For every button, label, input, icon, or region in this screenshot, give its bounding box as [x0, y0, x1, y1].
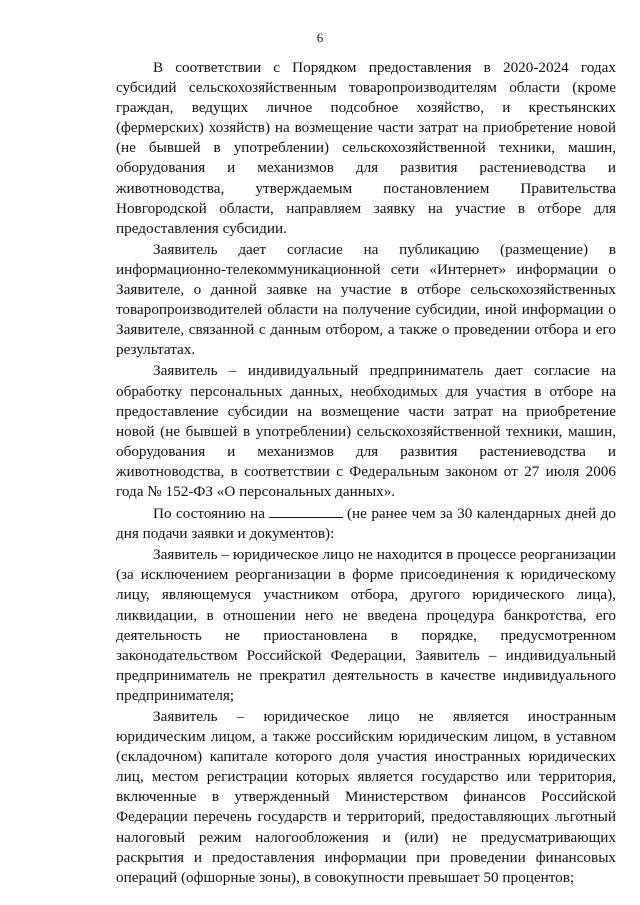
paragraph-publication-consent: Заявитель дает согласие на публикацию (размещение) в информационно-телекоммуникационной сети «Интернет» информации о Заявителе, о данной заявке на участие в отборе сельскохозяйственных товаропроизводителей области на получение субсидии, иной информации о Заявителе, связанной с данным отбором, а также о проведении отбора и его результатах.: [116, 240, 616, 359]
page-number: 6: [316, 30, 324, 45]
paragraph-reorganization-status: Заявитель – юридическое лицо не находится в процессе реорганизации (за исключением реорганизации в форме присоединения к юридическому лицу, являющемуся участником отбора, другого юридического лица), ликвидации, в отношении него не введена процедура банкротства, его деятельность не приостановлена в порядке, предусмотренном законодательством Российской Федерации, Заявитель – индивидуальный предприниматель не прекратил деятельность в качестве индивидуального предпринимателя;: [116, 546, 616, 704]
paragraph-personal-data-consent: Заявитель – индивидуальный предприниматель дает согласие на обработку персональных данных, необходимых для участия в отборе на предоставление субсидии на возмещение части затрат на приобретение новой (не бывшей в употреблении) сельскохозяйственной техники, машин, оборудования и механизмов для развития растениеводства и животноводства, в соответствии с Федеральным законом от 27 июля 2006 года № 152-ФЗ «О персональных данных».: [116, 362, 616, 500]
paragraph-status-date: [116, 503, 616, 544]
paragraph-foreign-entity-status: Заявитель – юридическое лицо не является иностранным юридическим лицом, а также российским юридическим лицом, в уставном (складочном) капитале которого доля участия иностранных юридических лиц, местом регистрации которых является государство или территория, включенные в утвержденный Министерством финансов Российской Федерации перечень государств и территорий, предоставляющих льготный налоговый режим налогообложения и (или) не предусматривающих раскрытия и предоставления информации при проведении финансовых операций (офшорные зоны), в совокупности превышает 50 процентов;: [116, 708, 616, 886]
status-date-prefix: По состоянию на: [153, 505, 265, 523]
status-date-suffix: (не ранее чем за 30 календарных дней до дня подачи заявки и документов):: [116, 505, 617, 543]
document-body: [116, 58, 616, 888]
paragraph-application-intro: В соответствии с Порядком предоставления в 2020-2024 годах субсидий сельскохозяйственным товаропроизводителям области (кроме граждан, ведущих личное подсобное хозяйство, и крестьянских (фермерских) хозяйств) на возмещение части затрат на приобретение новой (не бывшей в употреблении) сельскохозяйственной техники, машин, оборудования и механизмов для развития растениеводства и животноводства, утверждаемым постановлением Правительства Новгородской области, направляем заявку на участие в отборе для предоставления субсидии.: [116, 59, 616, 237]
date-blank-line: [269, 503, 343, 518]
